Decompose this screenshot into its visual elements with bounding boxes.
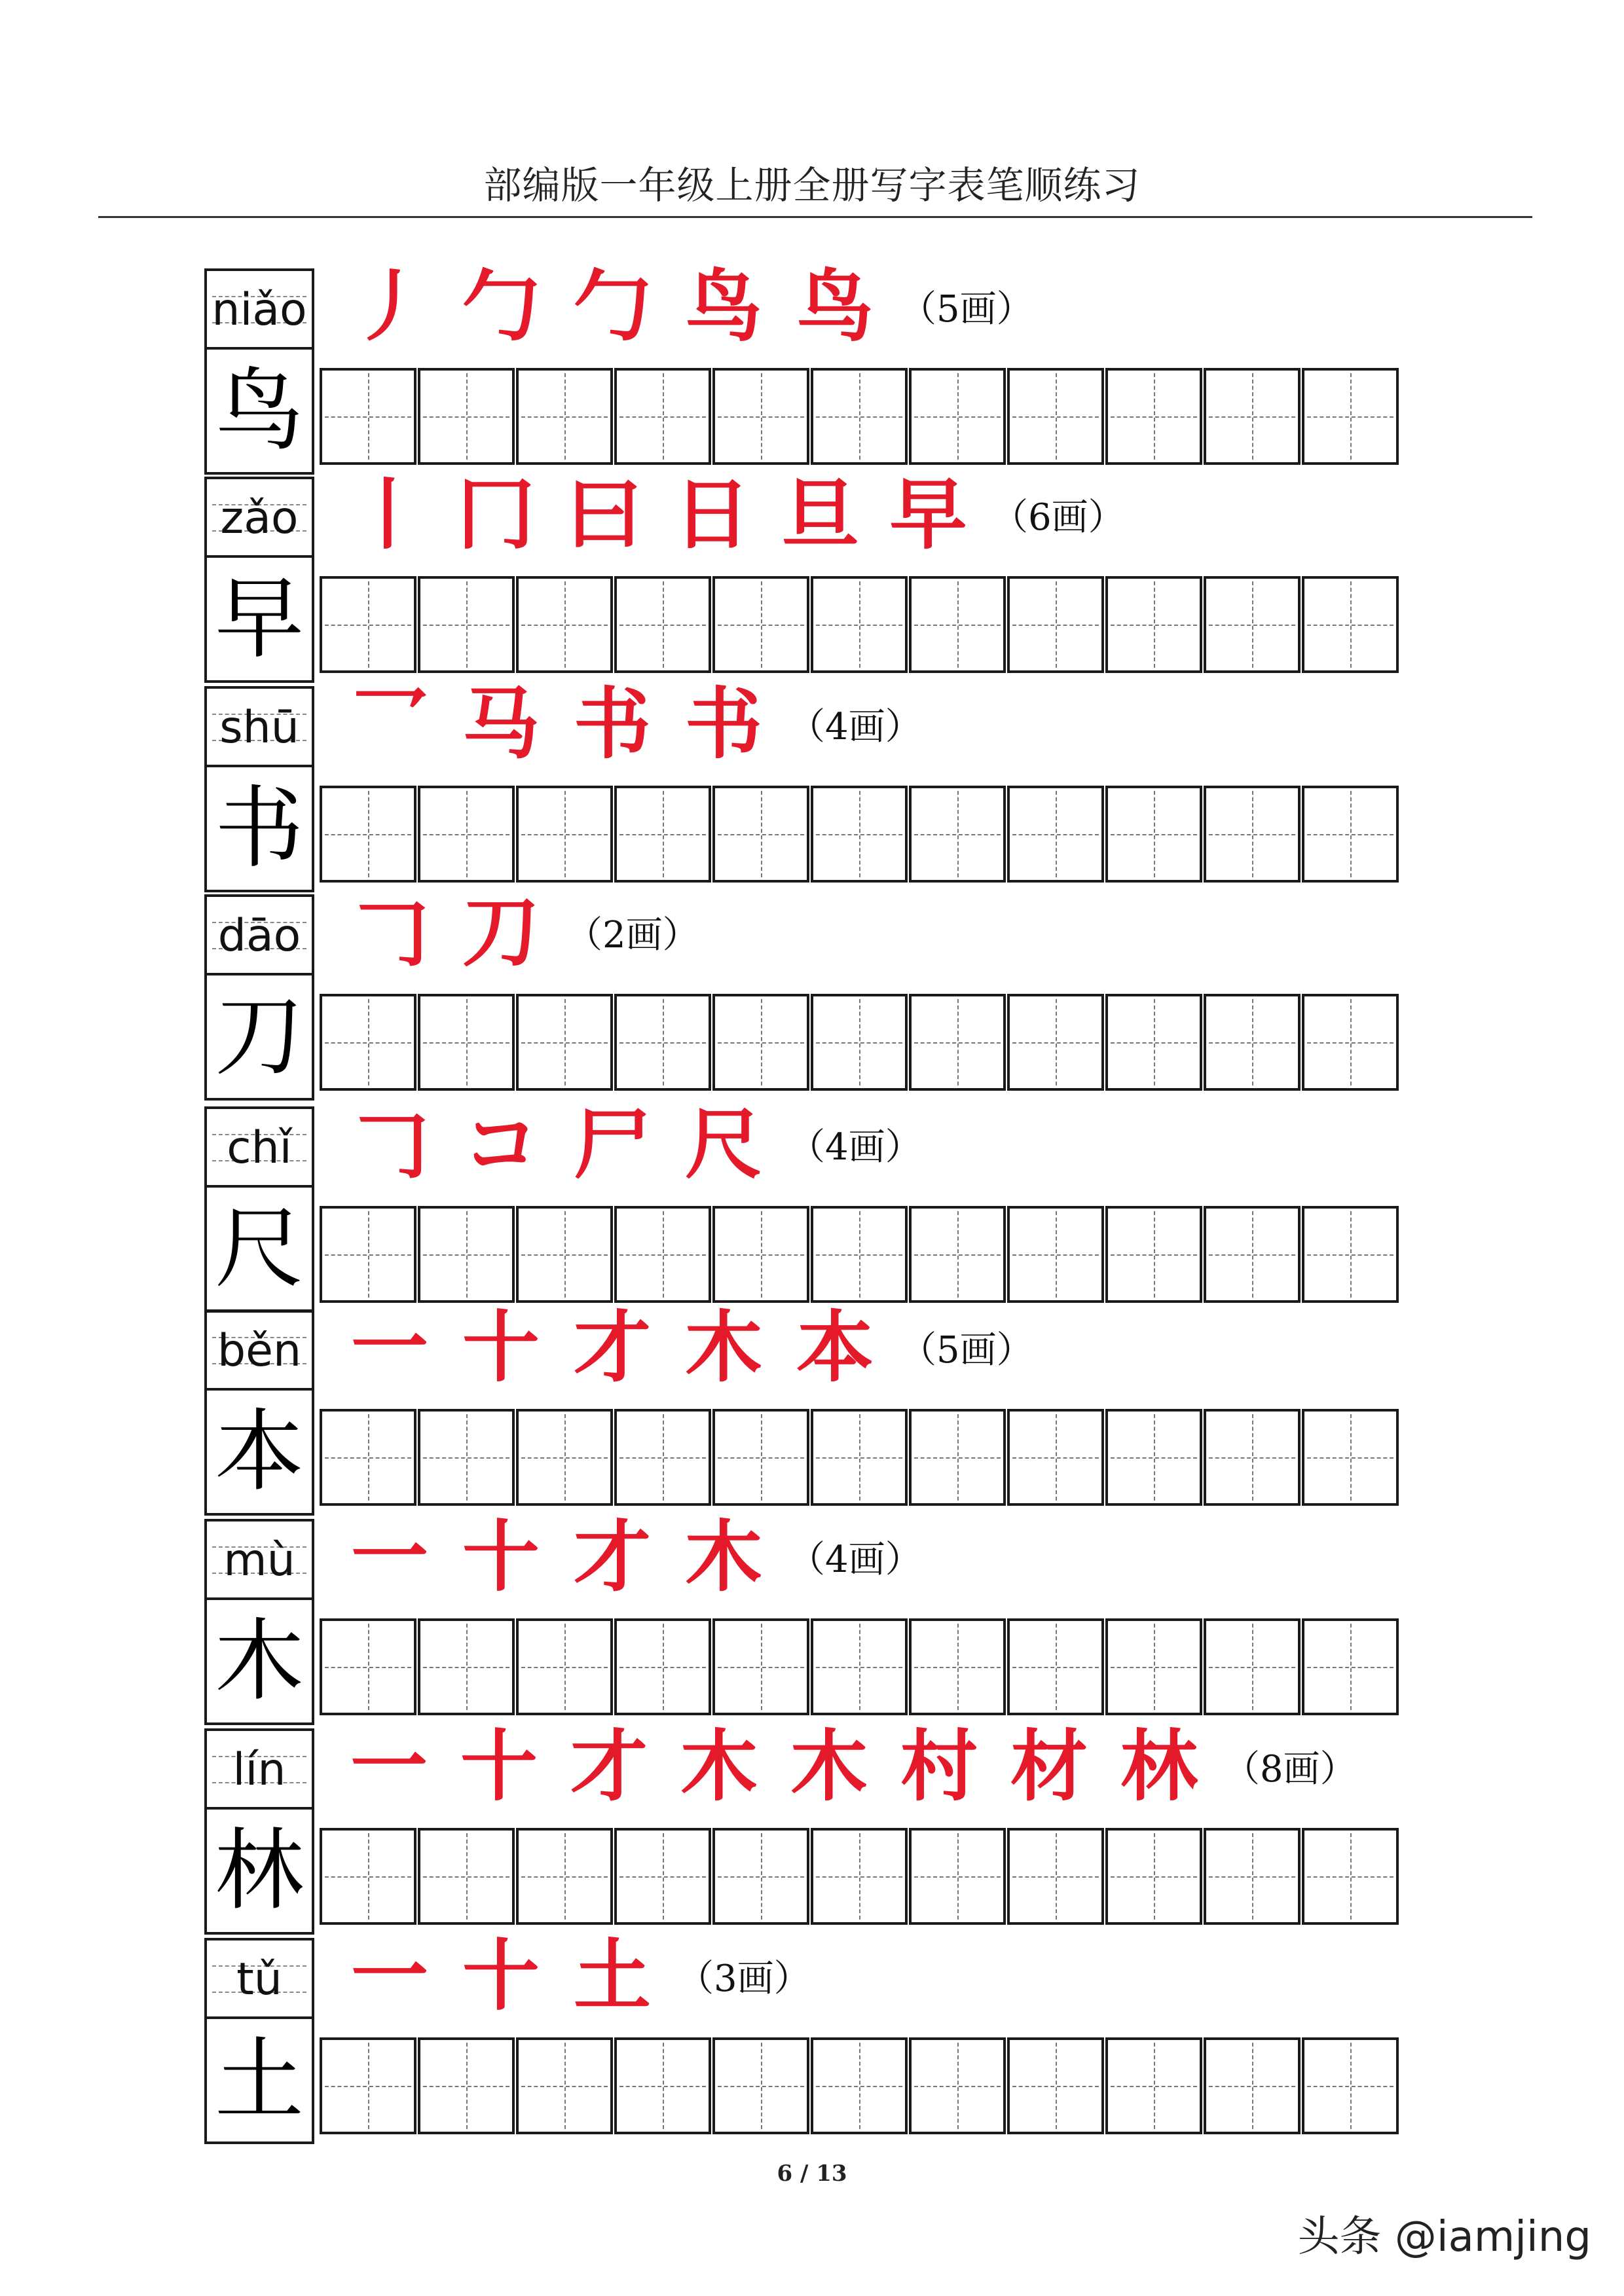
title-divider	[98, 216, 1532, 218]
tian-zi-ge-cell[interactable]	[909, 1828, 1006, 1925]
stroke-step: 一	[350, 1302, 428, 1393]
stroke-count: （4画）	[788, 1539, 922, 1581]
tian-zi-ge-cell[interactable]	[1204, 1206, 1301, 1303]
label-divider	[207, 1388, 312, 1391]
tian-zi-ge-cell[interactable]	[418, 576, 515, 673]
tian-zi-ge-cell[interactable]	[516, 786, 613, 883]
stroke-step: 刀	[462, 886, 540, 977]
stroke-step: 土	[573, 1930, 651, 2021]
tian-zi-ge-cell[interactable]	[811, 576, 908, 673]
pinyin: zǎo	[220, 492, 299, 544]
tian-zi-ge-cell[interactable]	[909, 1206, 1006, 1303]
tian-zi-ge-cell[interactable]	[320, 994, 416, 1091]
tian-zi-ge-cell[interactable]	[320, 368, 416, 465]
stroke-count: （5画）	[900, 288, 1033, 331]
writing-grid	[320, 994, 1400, 1091]
tian-zi-ge-cell[interactable]	[712, 368, 809, 465]
tian-zi-ge-cell[interactable]	[1302, 1828, 1399, 1925]
stroke-step: 十	[462, 1930, 540, 2021]
label-divider	[207, 973, 312, 975]
page-number: 6 / 13	[777, 2160, 847, 2187]
stroke-order-sequence	[334, 1721, 1357, 1812]
tian-zi-ge-cell[interactable]	[811, 368, 908, 465]
writing-grid	[320, 786, 1400, 883]
tian-zi-ge-cell[interactable]	[1105, 1206, 1202, 1303]
tian-zi-ge-cell[interactable]	[1204, 1409, 1301, 1506]
label-divider	[207, 2016, 312, 2019]
stroke-step: 日	[673, 469, 751, 560]
tian-zi-ge-cell[interactable]	[1007, 368, 1104, 465]
stroke-step: 十	[460, 1721, 538, 1812]
model-character: 刀	[215, 985, 304, 1089]
tian-zi-ge-cell[interactable]	[1007, 576, 1104, 673]
stroke-step: 丨	[349, 469, 427, 560]
stroke-step: 乛	[350, 678, 428, 769]
tian-zi-ge-cell[interactable]	[1302, 994, 1399, 1091]
writing-grid	[320, 1409, 1400, 1506]
tian-zi-ge-cell[interactable]	[1007, 786, 1104, 883]
stroke-step: 木	[684, 1511, 762, 1602]
tian-zi-ge-cell[interactable]	[1105, 994, 1202, 1091]
tian-zi-ge-cell[interactable]	[1302, 1409, 1399, 1506]
tian-zi-ge-cell[interactable]	[1204, 994, 1301, 1091]
tian-zi-ge-cell[interactable]	[516, 1828, 613, 1925]
tian-zi-ge-cell[interactable]	[712, 2037, 809, 2134]
label-divider	[207, 347, 312, 350]
character-label-box	[204, 1106, 314, 1313]
stroke-step: 木	[680, 1721, 758, 1812]
tian-zi-ge-cell[interactable]	[320, 1206, 416, 1303]
tian-zi-ge-cell[interactable]	[320, 786, 416, 883]
tian-zi-ge-cell[interactable]	[516, 1409, 613, 1506]
tian-zi-ge-cell[interactable]	[614, 2037, 711, 2134]
stroke-step: 曰	[565, 469, 643, 560]
tian-zi-ge-cell[interactable]	[909, 368, 1006, 465]
stroke-step: 尸	[573, 1099, 651, 1190]
model-character: 林	[215, 1819, 304, 1923]
tian-zi-ge-cell[interactable]	[614, 1206, 711, 1303]
practice-row	[0, 469, 1624, 686]
watermark: 头条 @iamjing	[1297, 2213, 1591, 2261]
tian-zi-ge-cell[interactable]	[712, 1409, 809, 1506]
practice-row	[0, 886, 1624, 1104]
tian-zi-ge-cell[interactable]	[418, 994, 515, 1091]
tian-zi-ge-cell[interactable]	[909, 786, 1006, 883]
stroke-step: 十	[462, 1511, 540, 1602]
tian-zi-ge-cell[interactable]	[1302, 1618, 1399, 1715]
pinyin: lín	[232, 1744, 286, 1796]
tian-zi-ge-cell[interactable]	[614, 1409, 711, 1506]
tian-zi-ge-cell[interactable]	[1204, 368, 1301, 465]
stroke-count: （6画）	[991, 496, 1125, 539]
tian-zi-ge-cell[interactable]	[418, 1206, 515, 1303]
stroke-step: 一	[350, 1721, 428, 1812]
stroke-count: （4画）	[788, 706, 922, 748]
writing-grid	[320, 576, 1400, 673]
model-character: 木	[215, 1610, 304, 1713]
stroke-step: 勹	[462, 261, 540, 352]
stroke-step: 木	[684, 1302, 762, 1393]
tian-zi-ge-cell[interactable]	[516, 576, 613, 673]
tian-zi-ge-cell[interactable]	[1302, 2037, 1399, 2134]
tian-zi-ge-cell[interactable]	[1204, 576, 1301, 673]
label-divider	[207, 1807, 312, 1810]
stroke-order-sequence	[334, 469, 1125, 560]
practice-row	[0, 1511, 1624, 1728]
stroke-step: 书	[684, 678, 762, 769]
tian-zi-ge-cell[interactable]	[516, 1206, 613, 1303]
tian-zi-ge-cell[interactable]	[1302, 1206, 1399, 1303]
stroke-count: （8画）	[1223, 1748, 1357, 1791]
tian-zi-ge-cell[interactable]	[418, 1828, 515, 1925]
tian-zi-ge-cell[interactable]	[712, 1618, 809, 1715]
writing-grid	[320, 1618, 1400, 1715]
tian-zi-ge-cell[interactable]	[1302, 576, 1399, 673]
tian-zi-ge-cell[interactable]	[1007, 1828, 1104, 1925]
tian-zi-ge-cell[interactable]	[516, 2037, 613, 2134]
stroke-step: 本	[796, 1302, 874, 1393]
tian-zi-ge-cell[interactable]	[811, 1828, 908, 1925]
tian-zi-ge-cell[interactable]	[418, 1409, 515, 1506]
tian-zi-ge-cell[interactable]	[418, 368, 515, 465]
writing-grid	[320, 2037, 1400, 2134]
tian-zi-ge-cell[interactable]	[909, 1409, 1006, 1506]
stroke-step: 才	[570, 1721, 648, 1812]
tian-zi-ge-cell[interactable]	[1204, 2037, 1301, 2134]
stroke-order-sequence	[334, 1099, 922, 1190]
model-character: 早	[215, 568, 304, 671]
model-character: 土	[215, 2029, 304, 2132]
tian-zi-ge-cell[interactable]	[418, 786, 515, 883]
tian-zi-ge-cell[interactable]	[1007, 1618, 1104, 1715]
stroke-step: 书	[573, 678, 651, 769]
tian-zi-ge-cell[interactable]	[320, 1409, 416, 1506]
pinyin: mù	[223, 1535, 295, 1586]
stroke-order-sequence	[334, 1930, 811, 2021]
stroke-step: コ	[462, 1099, 540, 1190]
tian-zi-ge-cell[interactable]	[1302, 368, 1399, 465]
stroke-step: 才	[573, 1511, 651, 1602]
character-label-box	[204, 686, 314, 892]
character-label-box	[204, 1309, 314, 1516]
pinyin: běn	[217, 1325, 302, 1377]
stroke-order-sequence	[334, 886, 699, 977]
stroke-count: （5画）	[900, 1329, 1033, 1372]
tian-zi-ge-cell[interactable]	[516, 368, 613, 465]
tian-zi-ge-cell[interactable]	[1105, 1409, 1202, 1506]
stroke-step: 村	[900, 1721, 978, 1812]
tian-zi-ge-cell[interactable]	[1204, 1828, 1301, 1925]
label-divider	[207, 1597, 312, 1600]
tian-zi-ge-cell[interactable]	[614, 994, 711, 1091]
practice-row	[0, 1302, 1624, 1519]
stroke-step: 旦	[781, 469, 859, 560]
stroke-order-sequence	[334, 261, 1033, 352]
label-divider	[207, 555, 312, 558]
tian-zi-ge-cell[interactable]	[1007, 1409, 1104, 1506]
stroke-step: 勹	[573, 261, 651, 352]
tian-zi-ge-cell[interactable]	[418, 2037, 515, 2134]
tian-zi-ge-cell[interactable]	[1105, 1828, 1202, 1925]
tian-zi-ge-cell[interactable]	[811, 1618, 908, 1715]
pinyin: niǎo	[212, 284, 307, 336]
model-character: 尺	[215, 1197, 304, 1301]
practice-row	[0, 678, 1624, 896]
tian-zi-ge-cell[interactable]	[320, 1618, 416, 1715]
tian-zi-ge-cell[interactable]	[712, 1828, 809, 1925]
tian-zi-ge-cell[interactable]	[909, 2037, 1006, 2134]
tian-zi-ge-cell[interactable]	[712, 994, 809, 1091]
stroke-step: 丿	[350, 261, 428, 352]
character-label-box	[204, 1728, 314, 1935]
tian-zi-ge-cell[interactable]	[909, 994, 1006, 1091]
tian-zi-ge-cell[interactable]	[1007, 2037, 1104, 2134]
tian-zi-ge-cell[interactable]	[712, 786, 809, 883]
practice-row	[0, 1099, 1624, 1316]
tian-zi-ge-cell[interactable]	[1105, 2037, 1202, 2134]
stroke-count: （4画）	[788, 1126, 922, 1169]
label-divider	[207, 765, 312, 767]
tian-zi-ge-cell[interactable]	[1204, 786, 1301, 883]
practice-row	[0, 1930, 1624, 2147]
tian-zi-ge-cell[interactable]	[516, 994, 613, 1091]
label-divider	[207, 1185, 312, 1188]
page-title: 部编版一年级上册全册写字表笔顺练习	[483, 163, 1141, 208]
stroke-order-sequence	[334, 1511, 922, 1602]
stroke-step: 才	[573, 1302, 651, 1393]
stroke-step: 一	[350, 1930, 428, 2021]
tian-zi-ge-cell[interactable]	[712, 576, 809, 673]
tian-zi-ge-cell[interactable]	[320, 576, 416, 673]
stroke-step: 尺	[684, 1099, 762, 1190]
stroke-step: 𠃌	[350, 1099, 428, 1190]
tian-zi-ge-cell[interactable]	[1105, 1618, 1202, 1715]
model-character: 本	[215, 1400, 304, 1504]
tian-zi-ge-cell[interactable]	[320, 2037, 416, 2134]
tian-zi-ge-cell[interactable]	[1302, 786, 1399, 883]
stroke-count: （3画）	[677, 1958, 811, 2000]
tian-zi-ge-cell[interactable]	[1105, 576, 1202, 673]
tian-zi-ge-cell[interactable]	[712, 1206, 809, 1303]
character-label-box	[204, 1519, 314, 1725]
tian-zi-ge-cell[interactable]	[811, 786, 908, 883]
stroke-step: 一	[350, 1511, 428, 1602]
model-character: 鸟	[215, 359, 304, 463]
practice-row	[0, 1721, 1624, 1938]
tian-zi-ge-cell[interactable]	[320, 1828, 416, 1925]
pinyin: dāo	[217, 910, 301, 962]
stroke-step: 早	[889, 469, 967, 560]
stroke-step: 马	[462, 678, 540, 769]
tian-zi-ge-cell[interactable]	[1204, 1618, 1301, 1715]
tian-zi-ge-cell[interactable]	[1007, 994, 1104, 1091]
tian-zi-ge-cell[interactable]	[614, 1618, 711, 1715]
stroke-step: 林	[1120, 1721, 1198, 1812]
practice-row	[0, 261, 1624, 478]
stroke-step: 木	[790, 1721, 868, 1812]
stroke-step: 材	[1010, 1721, 1088, 1812]
stroke-step: 鸟	[796, 261, 874, 352]
tian-zi-ge-cell[interactable]	[811, 1409, 908, 1506]
tian-zi-ge-cell[interactable]	[909, 1618, 1006, 1715]
tian-zi-ge-cell[interactable]	[614, 786, 711, 883]
tian-zi-ge-cell[interactable]	[811, 1206, 908, 1303]
tian-zi-ge-cell[interactable]	[811, 2037, 908, 2134]
stroke-step: 十	[462, 1302, 540, 1393]
tian-zi-ge-cell[interactable]	[418, 1618, 515, 1715]
writing-grid	[320, 1828, 1400, 1925]
writing-grid	[320, 1206, 1400, 1303]
writing-grid	[320, 368, 1400, 465]
character-label-box	[204, 268, 314, 475]
stroke-step: 冂	[457, 469, 535, 560]
character-label-box	[204, 894, 314, 1101]
stroke-step: 鸟	[684, 261, 762, 352]
tian-zi-ge-cell[interactable]	[1105, 368, 1202, 465]
model-character: 书	[215, 777, 304, 881]
stroke-count: （2画）	[566, 914, 699, 957]
stroke-order-sequence	[334, 678, 922, 769]
tian-zi-ge-cell[interactable]	[1105, 786, 1202, 883]
tian-zi-ge-cell[interactable]	[1007, 1206, 1104, 1303]
tian-zi-ge-cell[interactable]	[614, 368, 711, 465]
tian-zi-ge-cell[interactable]	[516, 1618, 613, 1715]
pinyin: chǐ	[227, 1122, 292, 1174]
tian-zi-ge-cell[interactable]	[614, 1828, 711, 1925]
stroke-step: 𠃌	[350, 886, 428, 977]
tian-zi-ge-cell[interactable]	[614, 576, 711, 673]
pinyin: shū	[219, 702, 299, 754]
character-label-box	[204, 477, 314, 683]
tian-zi-ge-cell[interactable]	[811, 994, 908, 1091]
character-label-box	[204, 1938, 314, 2144]
stroke-order-sequence	[334, 1302, 1033, 1393]
pinyin: tǔ	[236, 1954, 282, 2005]
tian-zi-ge-cell[interactable]	[909, 576, 1006, 673]
